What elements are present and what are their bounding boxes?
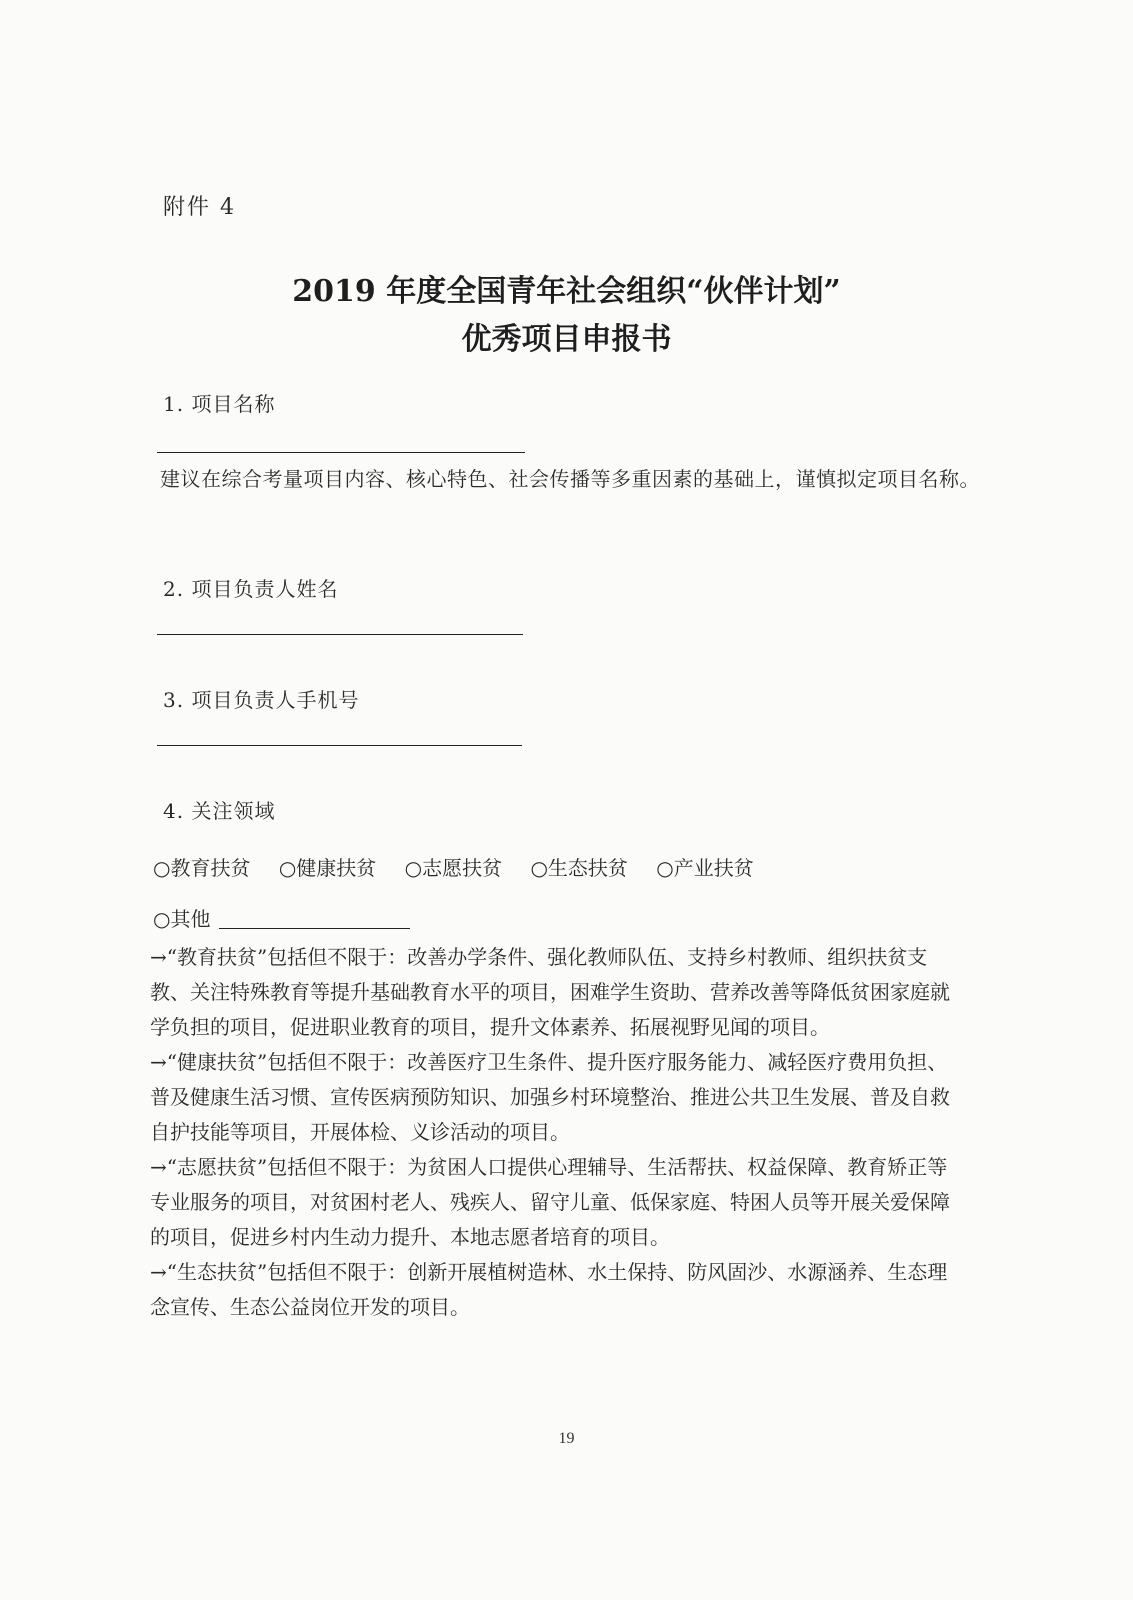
document-title-line-2: 优秀项目申报书 xyxy=(461,322,672,357)
option-ecology[interactable]: ○生态扶贫 xyxy=(530,856,628,880)
project-name-blank[interactable] xyxy=(157,452,525,453)
option-other[interactable]: ○其他 xyxy=(153,907,211,931)
description-education: →“教育扶贫”包括但不限于：改善办学条件、强化教师队伍、支持乡村教师、组织扶贫支教、关注特殊教育等提升基础教育水平的项目，困难学生资助、营养改善等降低贫困家庭就学负担的项目，促进职业教育的项目，提升文体素养、拓展视野见闻的项目。 xyxy=(150,945,950,1039)
project-name-note: 建议在综合考量项目内容、核心特色、社会传播等多重因素的基础上，谨慎拟定项目名称。 xyxy=(160,467,980,491)
focus-descriptions xyxy=(150,940,950,1325)
field-project-name-label: 1. 项目名称 xyxy=(163,392,276,416)
description-volunteer: →“志愿扶贫”包括但不限于：为贫困人口提供心理辅导、生活帮扶、权益保障、教育矫正等专业服务的项目，对贫困村老人、残疾人、留守儿童、低保家庭、特困人员等开展关爱保障的项目，促进乡村内生动力提升、本地志愿者培育的项目。 xyxy=(150,1155,950,1249)
field-focus-area-label: 4. 关注领域 xyxy=(163,799,276,823)
focus-options xyxy=(153,852,776,881)
field-leader-name-label: 2. 项目负责人姓名 xyxy=(163,577,339,601)
attachment-label: 附件 4 xyxy=(163,195,236,220)
other-option-blank[interactable] xyxy=(219,928,410,929)
field-leader-phone-label: 3. 项目负责人手机号 xyxy=(163,688,360,712)
description-ecology: →“生态扶贫”包括但不限于：创新开展植树造林、水土保持、防风固沙、水源涵养、生态理念宣传、生态公益岗位开发的项目。 xyxy=(150,1260,948,1319)
option-industry[interactable]: ○产业扶贫 xyxy=(656,856,754,880)
leader-name-blank[interactable] xyxy=(157,634,523,635)
document-title-line-1: 2019 年度全国青年社会组织“伙伴计划” xyxy=(292,274,841,309)
option-education[interactable]: ○教育扶贫 xyxy=(153,856,251,880)
option-volunteer[interactable]: ○志愿扶贫 xyxy=(404,856,503,880)
leader-phone-blank[interactable] xyxy=(157,745,522,746)
option-health[interactable]: ○健康扶贫 xyxy=(278,856,377,880)
description-health: →“健康扶贫”包括但不限于：改善医疗卫生条件、提升医疗服务能力、减轻医疗费用负担、普及健康生活习惯、宣传医病预防知识、加强乡村环境整治、推进公共卫生发展、普及自救自护技能等项目，开展体检、义诊活动的项目。 xyxy=(150,1050,950,1144)
page-number: 19 xyxy=(558,1430,575,1447)
